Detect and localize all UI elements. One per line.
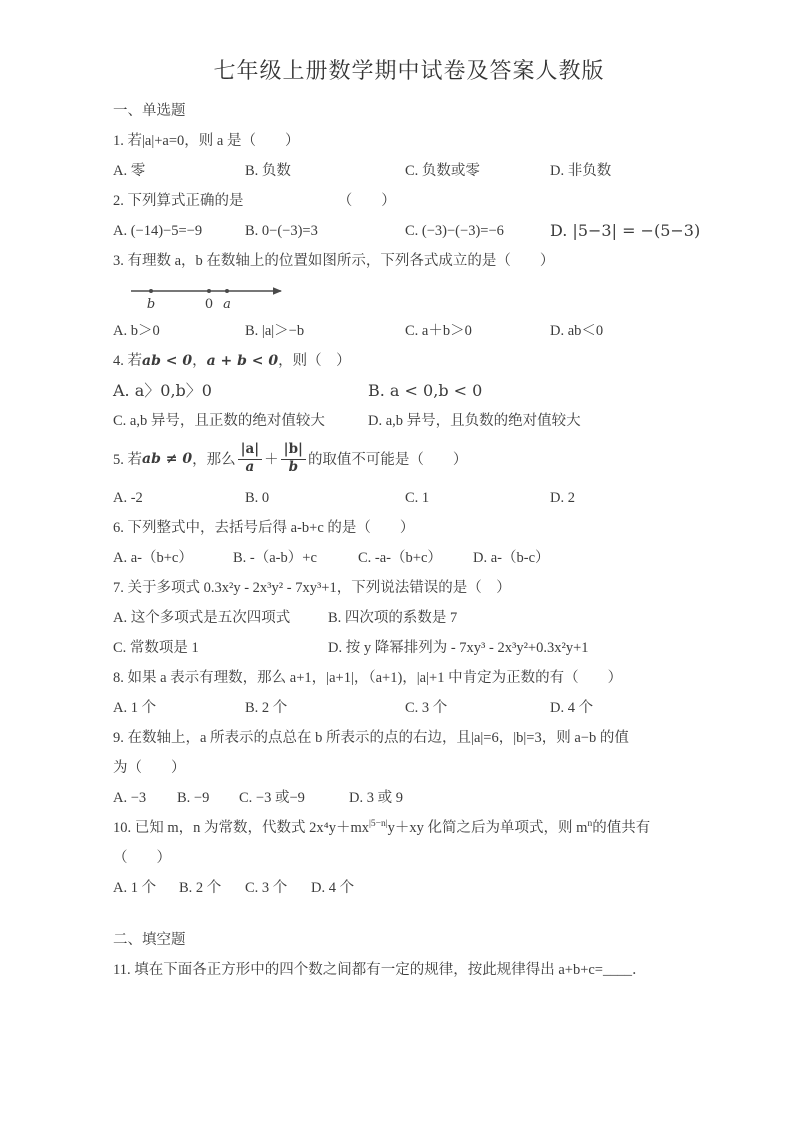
q5-plus-sign: ＋: [264, 452, 279, 469]
q10-option-c: C. 3 个: [245, 880, 288, 897]
q4-stem-post: ，则（ ）: [278, 353, 351, 369]
q3-option-d: D. ab＜0: [550, 323, 604, 339]
q10-exponent-1: |5−n|: [369, 819, 388, 830]
q3-option-a: A. b＞0: [113, 323, 160, 339]
question-6-stem: 6. 下列整式中，去括号后得 a-b+c 的是（ ）: [113, 520, 415, 537]
q9-option-a: A. −3: [113, 790, 147, 807]
question-10-stem-line1: [113, 819, 705, 837]
question-11-stem: 11. 填在下面各正方形中的四个数之间都有一定的规律，按此规律得出 a+b+c=____．: [113, 962, 647, 979]
number-line-figure: [131, 282, 291, 314]
q7-option-a: A. 这个多项式是五次四项式: [113, 610, 291, 627]
question-4-stem: [113, 352, 705, 370]
q5-frac1-numerator: |a|: [238, 442, 263, 460]
question-3-options: [113, 322, 705, 340]
question-3-figure: [131, 282, 705, 314]
q4-option-a: A. a〉0,b〉0: [113, 381, 212, 400]
question-2-options: [113, 222, 705, 240]
q4-stem-comma: ，: [192, 353, 207, 369]
q4-stem-math1: ab < 0: [142, 353, 193, 369]
question-3-stem: 3. 有理数 a，b 在数轴上的位置如图所示，下列各式成立的是（ ）: [113, 253, 555, 269]
q5-fraction-1: [238, 442, 263, 475]
q5-frac2-numerator: |b|: [281, 442, 306, 460]
q8-option-a: A. 1 个: [113, 700, 157, 717]
page-title: 七年级上册数学期中试卷及答案人教版: [213, 58, 605, 83]
q5-frac1-denominator: a: [245, 458, 255, 475]
q1-option-b: B. 负数: [245, 163, 291, 179]
numline-point-a: [225, 289, 229, 293]
q6-option-c: C. -a-（b+c）: [358, 550, 442, 567]
q2-option-c: C. (−3)−(−3)=−6: [405, 223, 504, 239]
q10-stem-pre: 10. 已知 m，n 为常数，代数式 2x⁴y＋mx: [113, 820, 369, 837]
q2-option-d: D. |5−3| = −(5−3): [550, 221, 701, 240]
q5-stem-pre2: ，那么: [192, 452, 236, 469]
q1-option-a: A. 零: [113, 163, 146, 179]
numline-point-0: [207, 289, 211, 293]
numline-point-b: [149, 289, 153, 293]
q8-option-b: B. 2 个: [245, 700, 288, 717]
section-heading-1: 一、单选题: [113, 103, 186, 119]
question-7-stem: 7. 关于多项式 0.3x²y - 2x³y² - 7xy³+1，下列说法错误的是（ ）: [113, 580, 511, 597]
q9-option-d: D. 3 或 9: [349, 790, 403, 807]
q5-option-c: C. 1: [405, 490, 430, 507]
q2-option-a: A. (−14)−5=−9: [113, 223, 203, 239]
question-1-options: [113, 162, 705, 180]
question-5-options: [113, 489, 705, 507]
question-9-options: [113, 789, 705, 807]
question-6-options: [113, 549, 705, 567]
numline-label-0: 0: [204, 297, 214, 312]
question-10-options: [113, 879, 705, 897]
q3-option-b: B. |a|＞−b: [245, 323, 305, 339]
q10-option-d: D. 4 个: [311, 880, 355, 897]
q6-option-a: A. a-（b+c）: [113, 550, 193, 567]
q9-option-b: B. −9: [177, 790, 210, 807]
question-1-stem: 1. 若|a|+a=0，则 a 是（ ）: [113, 133, 300, 149]
q5-frac2-denominator: b: [288, 458, 299, 475]
question-7-options-row1: [113, 609, 705, 627]
q5-option-a: A. -2: [113, 490, 143, 507]
section-heading-2: 二、填空题: [113, 932, 186, 949]
q8-option-c: C. 3 个: [405, 700, 448, 717]
q7-option-d: D. 按 y 降幂排列为 - 7xy³ - 2x³y²+0.3x²y+1: [328, 640, 589, 657]
q6-option-d: D. a-（b-c）: [473, 550, 550, 567]
q5-stem-post: 的取值不可能是（ ）: [307, 452, 468, 469]
q4-stem-pre: 4. 若: [113, 353, 142, 369]
q6-option-b: B. -（a-b）+c: [233, 550, 317, 567]
question-2-stem: 2. 下列算式正确的是 （ ）: [113, 193, 396, 209]
q10-stem-mid: y＋xy 化简之后为单项式，则 m: [387, 820, 588, 837]
q10-option-a: A. 1 个: [113, 880, 157, 897]
q7-option-b: B. 四次项的系数是 7: [328, 610, 458, 627]
question-4-options-row1: [113, 382, 705, 400]
numline-label-a: a: [223, 297, 231, 312]
q7-option-c: C. 常数项是 1: [113, 640, 199, 657]
question-9-stem-line2: 为（ ）: [113, 760, 186, 777]
q10-exponent-2: n: [587, 819, 593, 830]
q2-option-b: B. 0−(−3)=3: [245, 223, 318, 239]
q4-stem-math2: a + b < 0: [206, 353, 279, 369]
q5-fraction-2: [281, 442, 306, 475]
q8-option-d: D. 4 个: [550, 700, 594, 717]
q1-option-c: C. 负数或零: [405, 163, 480, 179]
q4-option-c: C. a,b 异号，且正数的绝对值较大: [113, 413, 325, 429]
question-5-stem: [113, 442, 705, 475]
question-9-stem-line1: 9. 在数轴上，a 所表示的点总在 b 所表示的点的右边，且|a|=6，|b|=3，则 a−b 的值: [113, 730, 629, 747]
q4-option-d: D. a,b 异号，且负数的绝对值较大: [368, 413, 581, 429]
q5-option-d: D. 2: [550, 490, 575, 507]
q10-option-b: B. 2 个: [179, 880, 222, 897]
question-8-stem: 8. 如果 a 表示有理数，那么 a+1，|a+1|，（a+1)，|a|+1 中肯定为正数的有（ ）: [113, 670, 623, 687]
q9-option-c: C. −3 或−9: [239, 790, 305, 807]
q10-stem-post: 的值共有: [592, 820, 651, 837]
q5-stem-math1: ab ≠ 0: [142, 450, 193, 467]
question-4-options-row2: [113, 412, 705, 430]
question-7-options-row2: [113, 639, 705, 657]
numline-arrowhead: [273, 287, 282, 295]
q3-option-c: C. a＋b＞0: [405, 323, 472, 339]
q5-stem-pre1: 5. 若: [113, 452, 142, 469]
q1-option-d: D. 非负数: [550, 163, 612, 179]
numline-label-b: b: [146, 297, 156, 312]
q4-option-b: B. a < 0,b < 0: [368, 381, 483, 400]
question-8-options: [113, 699, 705, 717]
q5-option-b: B. 0: [245, 490, 270, 507]
question-10-stem-line2: （ ）: [113, 850, 171, 867]
